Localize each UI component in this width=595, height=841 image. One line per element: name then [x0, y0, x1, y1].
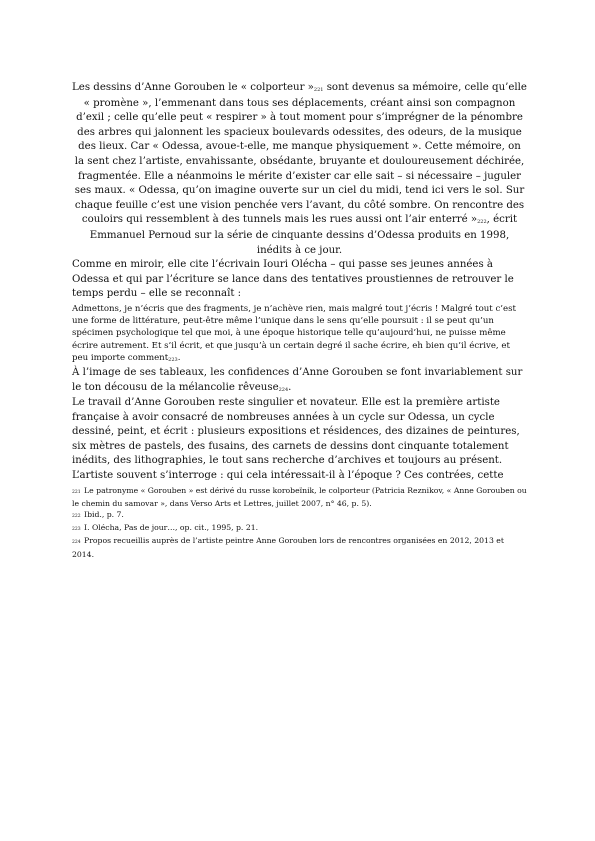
footnote — [72, 522, 527, 535]
block-quote-text: Admettons, je n’écris que des fragments, je n’achève rien, mais malgré tout j’écris ! Malgré tout c’est une forme de littérature, peut-être même l’unique dans le sens qu’elle poursuit : il se peut qu’un spécimen psychologique tel que moi, à une époque historique telle qu’aujourd’hui, ne puisse même écrire autrement. Et s’il écrit, et que jusqu’à un certain degré il sache écrire, eh bien qu’il écrive, et peu importe comment — [72, 303, 516, 363]
paragraph-3-text: À l’image de ses tableaux, les confidences d’Anne Gorouben se font invariablement sur le ton décousu de la mélancolie rêveuse — [72, 366, 523, 393]
footnote-number: 224 — [72, 540, 81, 546]
footnote-ref-222: 222 — [477, 219, 487, 226]
paragraph-1-text-c: , écrit Emmanuel Pernoud sur la série de cinquante dessins d’Odessa produits en 1998, inédits à ce jour. — [89, 214, 518, 256]
footnote — [72, 509, 527, 522]
footnote-text: Ibid., p. 7. — [84, 510, 124, 520]
footnotes — [72, 485, 527, 560]
footnote-text: Propos recueillis auprès de l’artiste peintre Anne Gorouben lors de rencontres organisées en 2012, 2013 et 2014. — [72, 536, 504, 559]
paragraph-2-text: Comme en miroir, elle cite l’écrivain Iouri Olécha – qui passe ses jeunes années à Odessa et qui par l’écriture se lance dans des tentatives proustiennes de retrouver le temps perdu – elle se reconnaît : — [72, 259, 514, 300]
footnote-ref-221: 221 — [313, 87, 324, 93]
footnote — [72, 485, 527, 509]
paragraph-3-end: . — [288, 381, 292, 393]
footnote-text: I. Olécha, Pas de jour…, op. cit., 1995, p. 21. — [84, 523, 259, 533]
paragraph-4 — [72, 396, 527, 484]
paragraph-1 — [72, 81, 527, 258]
paragraph-4-text: Le travail d’Anne Gorouben reste singulier et novateur. Elle est la première artiste française à avoir consacré de nombreuses années à un cycle sur Odessa, un cycle dessiné, peint, et écrit : plusieurs expositions et résidences, des dizaines de peintures, six mètres de pastels, des fusains, des carnets de dessins dont cinquante totalement inédits, des lithographies, le tout sans recherche d’archives et toujours au présent. L’artiste souvent s’interroge : qui cela intéressait-il à l’époque ? Ces contrées, cette — [72, 397, 520, 482]
footnote-number: 222 — [72, 514, 81, 520]
footnote-ref-224: 224 — [278, 386, 289, 393]
document-body — [72, 81, 527, 560]
footnote-text: Le patronyme « Gorouben » est dérivé du russe korobeïnik, le colporteur (Patricia Reznikov, « Anne Gorouben ou le chemin du samovar », dans Verso Arts et Lettres, juillet 2007, n° 46, p. 5). — [72, 485, 527, 508]
footnote-number: 223 — [72, 527, 81, 533]
footnote-number: 221 — [72, 489, 81, 495]
footnote — [72, 535, 527, 559]
block-quote-end: . — [177, 352, 181, 363]
footnote-ref-223: 223 — [168, 356, 178, 363]
paragraph-1-text-a: Les dessins d’Anne Gorouben le « colporteur » — [72, 82, 314, 93]
paragraph-3 — [72, 366, 527, 396]
block-quote — [72, 303, 527, 365]
paragraph-2 — [72, 258, 527, 302]
paragraph-1-text-b: sont devenus sa mémoire, celle qu’elle « promène », l’emmenant dans tous ses déplacements, créant ainsi son compagnon d’exil ; celle qu’elle peut « respirer » à tout moment pour s’imprégner de la pénombre des arbres qui jalonnent les spacieux boulevards odessites, des odeurs, de la musique des lieux. Car « Odessa, avoue-t-elle, me manque physiquement ». Cette mémoire, on la sent chez l’artiste, envahissante, obsédante, bruyante et douloureusement déchirée, fragmentée. Elle a néanmoins le mérite d’exister car elle sait – si nécessaire – juguler ses maux. « Odessa, qu’on imagine ouverte sur un ciel du midi, tend ici vers le sol. Sur chaque feuille c’est une vision penchée vers l’avant, du côté sombre. On rencontre des couloirs qui ressemblent à des tunnels mais les rues aussi ont l’air enterré » — [74, 82, 527, 226]
